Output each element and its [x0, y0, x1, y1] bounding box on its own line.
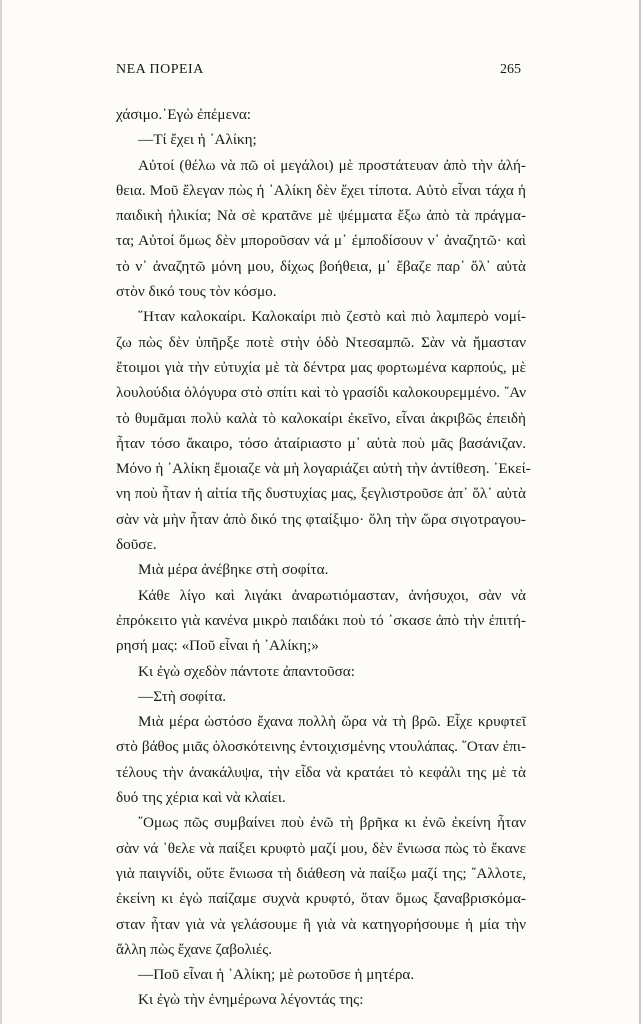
text-line: ἐπρόκειτο γιὰ κανένα μικρὸ παιδάκι ποὺ τό ᾽σκασε ἀπὸ τὴν ἐπιτή-	[116, 611, 526, 629]
text-line: Μόνο ἡ ᾽Αλίκη ἔμοιαζε νὰ μὴ λογαριάζει αὐτὴ τὴν ἀντίθεση. ᾽Εκεί-	[116, 460, 531, 478]
text-line: τα; Αὐτοί ὅμως δὲν μποροῦσαν νά μ᾽ ἐμποδίσουν ν᾽ ἀναζητῶ· καὶ	[116, 232, 526, 250]
text-line: ἦταν τόσο ἄκαιρο, τόσο ἀταίριαστο μ᾽ αὐτὰ ποὺ μᾶς βασάνιζαν.	[116, 434, 526, 452]
text-line: Αὐτοί (θέλω νὰ πῶ οἱ μεγάλοι) μὲ προστάτευαν ἀπὸ τὴν ἀλή-	[138, 156, 526, 174]
text-line: γιὰ παιγνίδι, οὔτε ἔνιωσα τὴ διάθεση νὰ παίξω μαζί της; ῎Αλλοτε,	[116, 864, 526, 882]
text-line: —Ποῦ εἶναι ἡ ᾽Αλίκη; μὲ ρωτοῦσε ἡ μητέρα.	[138, 966, 415, 984]
text-line: ρησή μας: «Ποῦ εἶναι ἡ ᾽Αλίκη;»	[116, 637, 319, 655]
text-line: θεια. Μοῦ ἔλεγαν πὼς ἡ ᾽Αλίκη δὲν ἔχει τίποτα. Αὐτὸ εἶναι τάχα ἡ	[116, 181, 526, 199]
text-line: τὸ θυμᾶμαι πολὺ καλὰ τὸ καλοκαίρι ἐκεῖνο, εἶναι ἀκριβῶς ἐπειδὴ	[116, 409, 526, 427]
text-line: δυό της χέρια καὶ νὰ κλαίει.	[116, 789, 286, 807]
running-header-title: ΝΕΑ ΠΟΡΕΙΑ	[116, 62, 204, 77]
text-line: σὰν νά ᾽θελε νὰ παίξει κρυφτὸ μαζί μου, δὲν ἔνιωσα πὼς τὸ ἔκανε	[116, 839, 526, 857]
text-line: Κι ἐγὼ τὴν ἐνημέρωνα λέγοντάς της:	[138, 991, 364, 1009]
page-left-edge	[0, 0, 2, 1024]
text-line: λουλούδια ὁλόγυρα στὸ σπίτι καὶ τὸ γρασίδι καλοκουρεμμένο. ῎Αν	[116, 384, 526, 402]
text-line: δοῦσε.	[116, 536, 157, 554]
text-line: στὸ βάθος μιᾶς ὁλοσκότεινης ἐντοιχισμένης ντουλάπας. ῞Οταν ἐπι-	[116, 738, 526, 756]
text-line: ῎Ομως πῶς συμβαίνει ποὺ ἐνῶ τὴ βρῆκα κι ἐνῶ ἐκείνη ἦταν	[138, 814, 526, 832]
text-line: Μιὰ μέρα ὡστόσο ἔχανα πολλὴ ὥρα νὰ τὴ βρῶ. Εἶχε κρυφτεῖ	[138, 713, 526, 731]
text-line: σταν ἦταν γιὰ νὰ γελάσουμε ἢ γιὰ νὰ κατηγορήσουμε ἡ μία τὴν	[116, 915, 526, 933]
text-line: ῞Ηταν καλοκαίρι. Καλοκαίρι πιὸ ζεστὸ καὶ πιὸ λαμπερὸ νομί-	[138, 308, 526, 326]
text-line: τὸ ν᾽ ἀναζητῶ μόνη μου, δίχως βοήθεια, μ᾽ ἔβαζε παρ᾽ ὅλ᾽ αὐτὰ	[116, 257, 526, 275]
body-text	[116, 102, 531, 1013]
text-line: παιδικὴ ἡλικία; Νὰ σὲ κρατᾶνε μὲ ψέμματα ἔξω ἀπὸ τὰ πράγμα-	[116, 207, 526, 225]
text-line: ἄλλη πὼς ἔχανε ζαβολιές.	[116, 940, 273, 958]
text-line: Κάθε λίγο καὶ λιγάκι ἀναρωτιόμασταν, ἀνήσυχοι, σὰν νὰ	[138, 586, 526, 604]
text-line: ἕτοιμοι γιὰ τὴν εὐτυχία μὲ τὰ δέντρα μας φορτωμένα καρπούς, μὲ	[116, 358, 526, 376]
text-line: νη ποὺ ἦταν ἡ αἰτία τῆς δυστυχίας μας, ξεγλιστροῦσε ἀπ᾽ ὅλ᾽ αὐτὰ	[116, 485, 526, 503]
text-line: σὰν νὰ μὴν ἦταν ἀπὸ δικό της φταίξιμο· ὅλη τὴν ὥρα σιγοτραγου-	[116, 510, 526, 528]
page-number: 265	[500, 62, 521, 77]
text-line: Κι ἐγὼ σχεδὸν πάντοτε ἀπαντοῦσα:	[138, 662, 355, 680]
text-line: —Στὴ σοφίτα.	[138, 687, 227, 705]
text-line: στὸν δικό τους τὸν κόσμο.	[116, 283, 277, 301]
text-line: Μιὰ μέρα ἀνέβηκε στὴ σοφίτα.	[138, 561, 329, 579]
text-line: ζω πὼς δὲν ὑπῆρξε ποτὲ στὴν ὁδὸ Ντεσαμπῶ. Σὰν νὰ ἤμασταν	[116, 333, 526, 351]
text-line: τέλους τὴν ἀνακάλυψα, τὴν εἶδα νὰ κρατάει τὸ κεφάλι της μὲ τὰ	[116, 763, 526, 781]
text-line: ἐκείνη κι ἐγὼ παίζαμε συχνὰ κρυφτό, ὅταν ὅμως ξαναβρισκόμα-	[116, 890, 526, 908]
text-line: —Τί ἔχει ἡ ᾽Αλίκη;	[138, 131, 257, 149]
text-line: χάσιμο.᾽Εγὼ ἐπέμενα:	[116, 106, 251, 123]
